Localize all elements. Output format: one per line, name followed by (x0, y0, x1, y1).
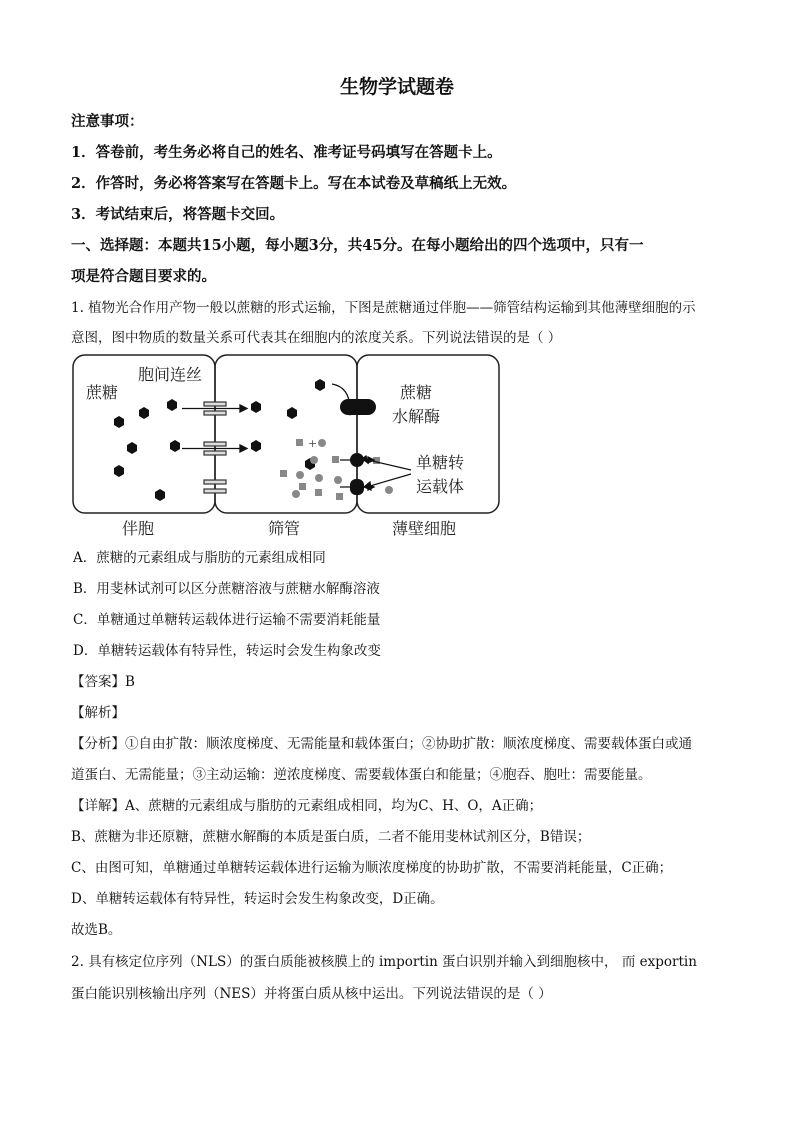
page-title: 生物学试题卷 (339, 76, 454, 98)
glucose-square (296, 439, 303, 446)
glucose-square (280, 470, 287, 477)
q1-option-c: C．单糖通过单糖转运载体进行运输不需要消耗能量 (73, 612, 381, 628)
q1-option-d: D．单糖转运载体有特异性，转运时会发生构象改变 (73, 643, 381, 659)
q1-option-b: B．用斐林试剂可以区分蔗糖溶液与蔗糖水解酶溶液 (73, 581, 380, 597)
q2-stem-line2: 蛋白能识别核输出序列（NES）并将蛋白质从核中运出。下列说法错误的是（ ） (71, 986, 552, 1002)
sucrose-hexagon (251, 401, 261, 413)
q1-detail-line4: D、单糖转运载体有特异性，转运时会发生构象改变，D正确。 (71, 891, 444, 907)
label-companion-cell: 伴胞 (122, 519, 155, 538)
glucose-square (315, 489, 322, 496)
notice-item-1: 1．答卷前，考生务必将自己的姓名、准考证号码填写在答题卡上。 (71, 144, 502, 161)
label-sucrase-1: 蔗糖 (400, 383, 433, 402)
label-transporter-2: 运载体 (416, 477, 465, 496)
label-sucrose: 蔗糖 (86, 383, 119, 402)
sucrose-transport-figure (70, 352, 502, 542)
fructose-circle (315, 474, 323, 482)
glucose-square (299, 483, 306, 490)
q1-stem-line1: 1. 植物光合作用产物一般以蔗糖的形式运输，下图是蔗糖通过伴胞——筛管结构运输到其他薄壁细胞的示 (71, 300, 696, 316)
sucrose-hexagon (114, 465, 124, 477)
fructose-circle (334, 476, 342, 484)
sucrose-hexagon (315, 379, 325, 391)
notice-item-3: 3．考试结束后，将答题卡交回。 (71, 206, 285, 223)
fructose-circle (310, 456, 318, 464)
sucrose-hexagon (139, 407, 149, 419)
label-sieve-tube: 筛管 (268, 519, 301, 538)
section-header-line2: 项是符合题目要求的。 (71, 268, 216, 285)
fructose-circle (296, 471, 304, 479)
notice-heading: 注意事项： (71, 113, 144, 130)
sucrose-hexagon (287, 407, 297, 419)
sucrose-hexagon (170, 440, 180, 452)
q1-option-a: A．蔗糖的元素组成与脂肪的元素组成相同 (73, 550, 326, 566)
fructose-circle (318, 439, 326, 447)
glucose-square (332, 456, 339, 463)
label-parenchyma-cell: 薄壁细胞 (392, 519, 457, 538)
label-sucrase-2: 水解酶 (392, 407, 441, 426)
q1-analysis-heading: 【解析】 (71, 705, 125, 721)
q1-detail-conclusion: 故选B。 (71, 922, 122, 938)
q1-answer: 【答案】B (71, 674, 135, 690)
sucrose-hexagon (114, 416, 124, 428)
sucrase-enzyme (340, 399, 376, 415)
q1-detail-line3: C、由图可知，单糖通过单糖转运载体进行运输为顺浓度梯度的协助扩散，不需要消耗能量，C正确； (71, 860, 673, 876)
notice-item-2: 2．作答时，务必将答案写在答题卡上。写在本试卷及草稿纸上无效。 (71, 175, 517, 192)
svg-text:+: + (308, 437, 318, 450)
q1-analysis-line1: 【分析】①自由扩散：顺浓度梯度、无需能量和载体蛋白；②协助扩散：顺浓度梯度、需要载体蛋白或通 (71, 736, 692, 752)
q2-stem-line1: 2. 具有核定位序列（NLS）的蛋白质能被核膜上的 importin 蛋白识别并输入到细胞核中， 而 exportin (71, 954, 697, 970)
sucrose-hexagon (251, 440, 261, 452)
monosaccharides (280, 437, 393, 500)
q1-detail-line2: B、蔗糖为非还原糖，蔗糖水解酶的本质是蛋白质，二者不能用斐林试剂区分，B错误； (71, 829, 591, 845)
fructose-circle (385, 486, 393, 494)
fructose-circle (292, 490, 300, 498)
sucrose-hexagon (127, 442, 137, 454)
section-header-line1: 一、选择题：本题共15小题，每小题3分，共45分。在每小题给出的四个选项中，只有一 (71, 237, 644, 254)
sucrose-hexagon (155, 489, 165, 501)
q1-stem-line2: 意图，图中物质的数量关系可代表其在细胞内的浓度关系。下列说法错误的是（ ） (71, 330, 562, 346)
label-transporter-1: 单糖转 (416, 453, 465, 472)
sucrose-hexagon (167, 399, 177, 411)
sieve-tube-outline (215, 355, 357, 513)
q1-analysis-line2: 道蛋白、无需能量；③主动运输：逆浓度梯度、需要载体蛋白和能量；④胞吞、胞吐：需要能量。 (71, 767, 652, 783)
q1-detail-line1: 【详解】A、蔗糖的元素组成与脂肪的元素组成相同，均为C、H、O，A正确； (71, 798, 543, 814)
label-plasmodesmata: 胞间连丝 (138, 365, 203, 384)
glucose-square (336, 493, 343, 500)
